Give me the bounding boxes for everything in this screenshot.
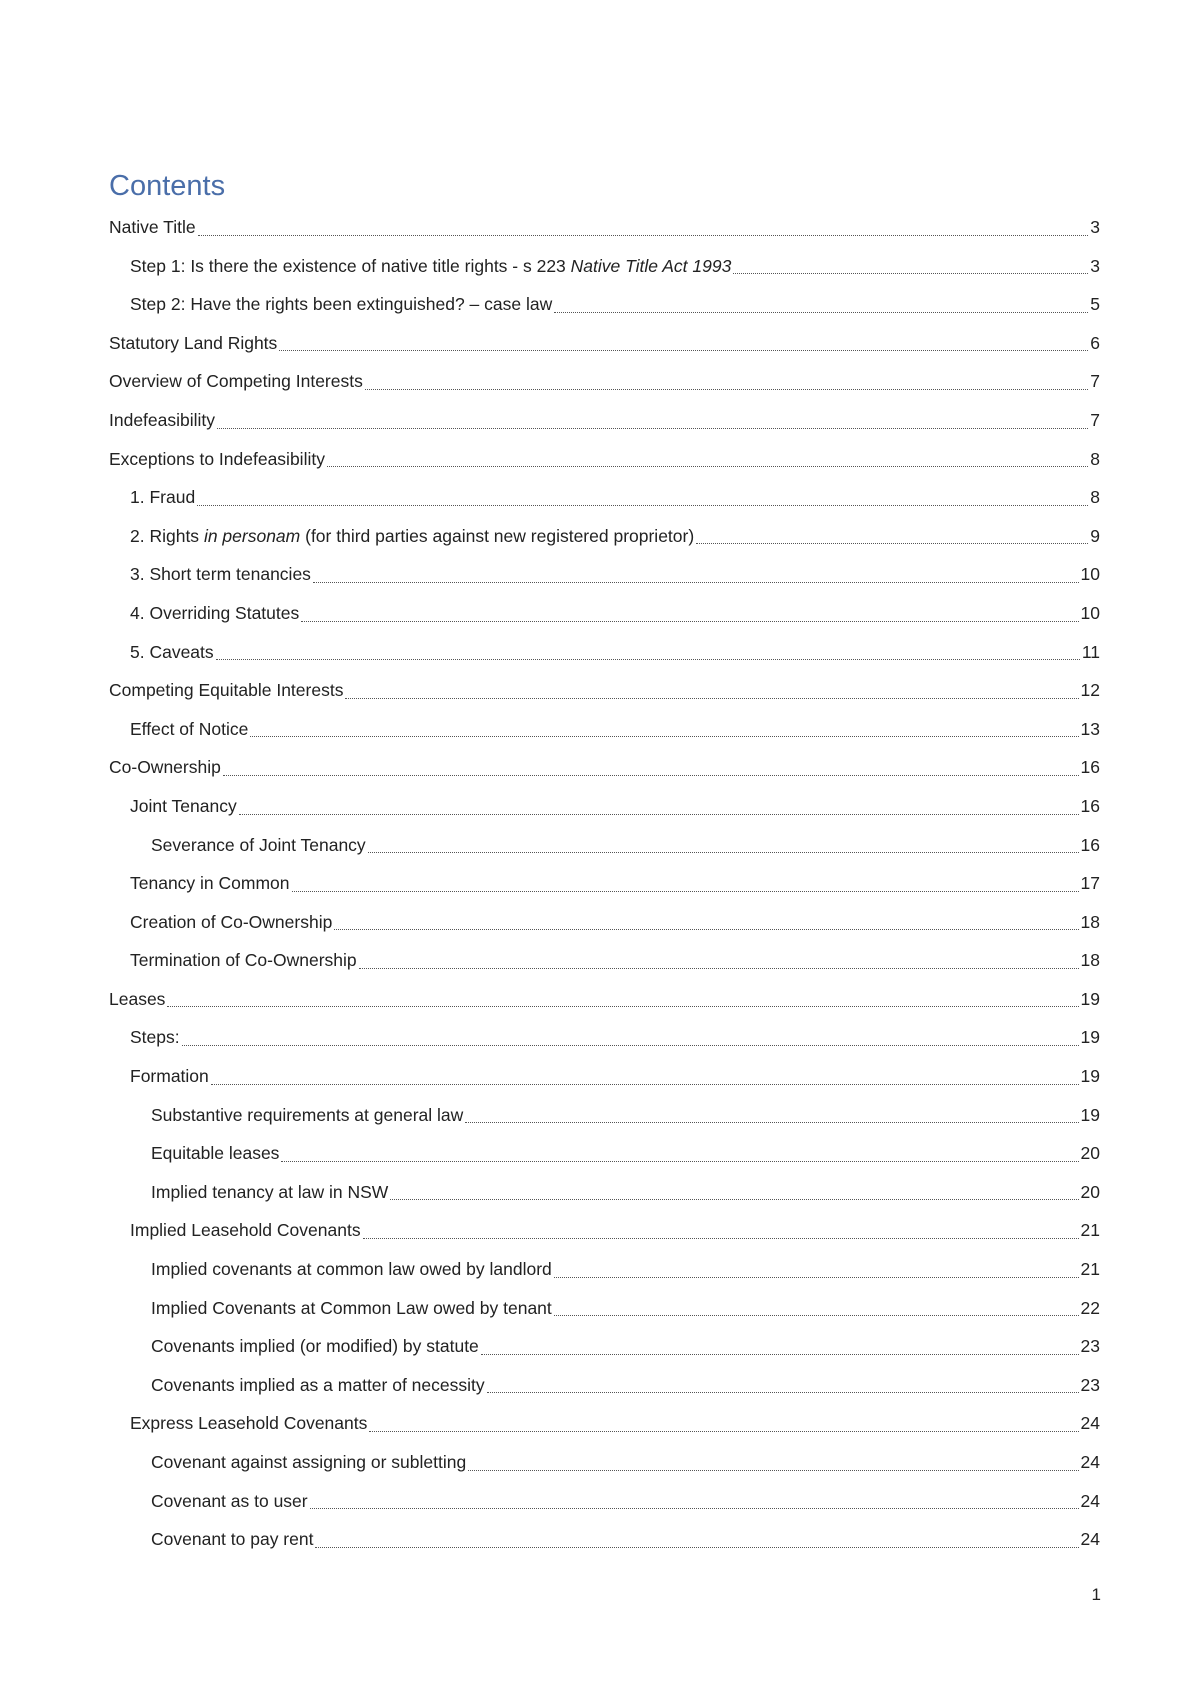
toc-entry[interactable] (109, 594, 1100, 633)
toc-entry-label-text: Covenants implied (or modified) by statute (151, 1336, 479, 1357)
toc-dot-leader (211, 1084, 1079, 1085)
toc-entry-label (109, 324, 277, 363)
toc-entry-label (130, 1404, 367, 1443)
toc-dot-leader (468, 1470, 1078, 1471)
toc-entry[interactable] (109, 826, 1100, 865)
toc-dot-leader (167, 1006, 1078, 1007)
toc-entry-label-text: Covenant to pay rent (151, 1529, 314, 1550)
toc-entry[interactable] (109, 440, 1100, 479)
toc-dot-leader (487, 1392, 1079, 1393)
toc-entry-page: 17 (1080, 873, 1100, 894)
toc-entry-label-text: Tenancy in Common (130, 873, 290, 894)
toc-entry-label (109, 671, 343, 710)
toc-dot-leader (279, 350, 1088, 351)
toc-entry-page: 16 (1080, 795, 1100, 816)
toc-entry[interactable] (109, 787, 1100, 826)
toc-entry-page: 11 (1081, 641, 1100, 662)
toc-entry-page: 19 (1080, 1066, 1100, 1087)
toc-dot-leader (368, 852, 1079, 853)
toc-entry-page: 12 (1080, 680, 1100, 701)
toc-dot-leader (223, 775, 1079, 776)
toc-entry[interactable] (109, 1096, 1100, 1135)
toc-entry[interactable] (109, 980, 1100, 1019)
toc-entry[interactable] (109, 247, 1100, 286)
toc-entry-page: 10 (1080, 564, 1100, 585)
toc-entry-label-text: Statutory Land Rights (109, 332, 278, 353)
toc-entry-label-text: (for third parties against new registered proprietor) (300, 525, 695, 546)
toc-entry[interactable] (109, 710, 1100, 749)
toc-entry-label-text: Covenant as to user (151, 1490, 308, 1511)
toc-dot-leader (554, 312, 1088, 313)
toc-entry[interactable] (109, 748, 1100, 787)
toc-dot-leader (363, 1238, 1079, 1239)
toc-entry-label-text: Termination of Co-Ownership (130, 950, 357, 971)
toc-entry-label-text: Implied Leasehold Covenants (130, 1220, 361, 1241)
toc-entry[interactable] (109, 1404, 1100, 1443)
toc-entry[interactable] (109, 1057, 1100, 1096)
toc-entry-label (151, 1482, 308, 1521)
toc-entry[interactable] (109, 1520, 1100, 1559)
toc-entry-label-text: Severance of Joint Tenancy (151, 834, 366, 855)
toc-dot-leader (239, 814, 1079, 815)
toc-entry-label (151, 1520, 313, 1559)
toc-entry-label-text: Covenants implied as a matter of necessity (151, 1374, 485, 1395)
toc-entry-label-text: 2. Rights (130, 525, 204, 546)
toc-dot-leader (465, 1122, 1078, 1123)
toc-entry-label-text: Substantive requirements at general law (151, 1104, 464, 1125)
page-number: 1 (1091, 1585, 1101, 1604)
toc-dot-leader (369, 1431, 1078, 1432)
toc-entry-page: 24 (1080, 1529, 1100, 1550)
toc-entry-label-text: Equitable leases (151, 1143, 280, 1164)
toc-dot-leader (182, 1045, 1079, 1046)
toc-dot-leader (250, 736, 1078, 737)
toc-entry-label-italic: in personam (203, 525, 301, 546)
toc-entry-page: 3 (1090, 217, 1100, 237)
toc-entry[interactable] (109, 1018, 1100, 1057)
toc-entry[interactable] (109, 517, 1100, 556)
toc-entry-label (130, 555, 311, 594)
toc-entry[interactable] (109, 478, 1100, 517)
toc-dot-leader (315, 1547, 1078, 1548)
toc-entry[interactable] (109, 1327, 1100, 1366)
toc-entry[interactable] (109, 1211, 1100, 1250)
toc-entry-label (130, 710, 248, 749)
toc-entry-label-text: Exceptions to Indefeasibility (109, 448, 325, 469)
toc-dot-leader (733, 273, 1088, 274)
toc-entry-page: 24 (1080, 1452, 1100, 1472)
toc-entry-label-text: Step 2: Have the rights been extinguished? – case law (130, 294, 553, 315)
toc-entry-label (130, 903, 332, 942)
toc-entry-label-text: Leases (109, 988, 166, 1009)
toc-dot-leader (216, 659, 1080, 660)
toc-entry-label (130, 864, 290, 903)
toc-entry-label-text: Formation (130, 1066, 209, 1087)
toc-entry[interactable] (109, 1289, 1100, 1328)
toc-entry-page: 24 (1080, 1413, 1100, 1434)
toc-entry-label (109, 362, 363, 401)
toc-entry-label (151, 826, 366, 865)
toc-entry[interactable] (109, 324, 1100, 363)
toc-entry[interactable] (109, 401, 1100, 440)
toc-entry-label-text: 1. Fraud (130, 487, 196, 508)
toc-entry-label (130, 941, 357, 980)
toc-entry-label-text: Express Leasehold Covenants (130, 1413, 368, 1434)
toc-entry-label (151, 1134, 279, 1173)
toc-entry-page: 7 (1090, 371, 1100, 392)
toc-entry-page: 13 (1080, 718, 1100, 739)
toc-entry-label-text: Indefeasibility (109, 409, 216, 430)
toc-entry-page: 23 (1080, 1374, 1100, 1395)
toc-entry-label (130, 247, 731, 286)
toc-entry-page: 24 (1080, 1490, 1100, 1511)
toc-heading: Contents (109, 170, 226, 202)
toc-dot-leader (198, 235, 1089, 236)
toc-entry-label (130, 1057, 209, 1096)
toc-entry[interactable] (109, 362, 1100, 401)
toc-entry[interactable] (109, 555, 1100, 594)
toc-entry-page: 8 (1090, 487, 1100, 508)
toc-entry-page: 7 (1090, 409, 1100, 430)
toc-entry-label-text: 3. Short term tenancies (130, 564, 311, 585)
toc-entry-label (130, 517, 694, 556)
toc-entry[interactable] (109, 208, 1100, 247)
toc-entry-page: 21 (1080, 1259, 1100, 1280)
toc-entry-label-text: Steps: (130, 1027, 180, 1048)
toc-entry-page: 3 (1090, 255, 1100, 276)
toc-dot-leader (281, 1161, 1078, 1162)
toc-entry-label-text: 4. Overriding Statutes (130, 602, 300, 623)
toc-entry-label-text: Native Title (109, 217, 196, 237)
toc-entry-page: 8 (1090, 448, 1100, 469)
toc-dot-leader (390, 1199, 1078, 1200)
toc-entry-label-text: Effect of Notice (130, 718, 249, 739)
toc-entry-page: 18 (1080, 911, 1100, 932)
toc-entry-label (151, 1289, 552, 1328)
toc-entry-label (109, 401, 215, 440)
toc-entry-label (151, 1366, 485, 1405)
toc-entry-label-text: Competing Equitable Interests (109, 680, 344, 701)
toc-dot-leader (365, 389, 1088, 390)
toc-entry-label (151, 1096, 463, 1135)
toc-entry-page: 9 (1090, 525, 1100, 546)
toc-dot-leader (292, 891, 1079, 892)
toc-entry-label-text: Joint Tenancy (130, 795, 237, 816)
toc-entry-label-text: Creation of Co-Ownership (130, 911, 333, 932)
toc-entry-label (130, 478, 195, 517)
toc-entry-page: 16 (1080, 834, 1100, 855)
toc-entry[interactable] (109, 1173, 1100, 1212)
toc-entry-label (130, 787, 237, 826)
toc-entry-label-text: Step 1: Is there the existence of native title rights - s 223 (130, 255, 571, 276)
table-of-contents (109, 208, 1100, 1559)
toc-entry[interactable] (109, 864, 1100, 903)
toc-entry-page: 21 (1080, 1220, 1100, 1241)
toc-dot-leader (334, 929, 1078, 930)
toc-entry-label (130, 633, 214, 672)
toc-entry[interactable] (109, 941, 1100, 980)
toc-entry-label (130, 285, 552, 324)
toc-dot-leader (481, 1354, 1079, 1355)
toc-entry-label (130, 1211, 361, 1250)
toc-entry[interactable] (109, 1443, 1100, 1482)
toc-entry-page: 22 (1080, 1297, 1100, 1318)
toc-entry-label-text: Co-Ownership (109, 757, 221, 778)
toc-entry-label (109, 980, 165, 1019)
toc-dot-leader (301, 621, 1078, 622)
toc-dot-leader (327, 466, 1088, 467)
toc-entry-label-text: Implied covenants at common law owed by landlord (151, 1259, 552, 1280)
toc-entry[interactable] (109, 1134, 1100, 1173)
toc-entry[interactable] (109, 1366, 1100, 1405)
toc-entry-page: 18 (1080, 950, 1100, 971)
toc-entry[interactable] (109, 1250, 1100, 1289)
toc-entry-label (151, 1250, 552, 1289)
toc-dot-leader (310, 1508, 1079, 1509)
toc-entry-label (151, 1173, 388, 1212)
toc-entry[interactable] (109, 1482, 1100, 1521)
toc-entry-label-text: Overview of Competing Interests (109, 371, 363, 392)
toc-dot-leader (313, 582, 1079, 583)
toc-entry-page: 19 (1080, 988, 1100, 1009)
toc-entry-label-text: Covenant against assigning or subletting (151, 1452, 467, 1472)
toc-entry-page: 23 (1080, 1336, 1100, 1357)
toc-dot-leader (217, 428, 1088, 429)
toc-entry-page: 19 (1080, 1027, 1100, 1048)
toc-entry[interactable] (109, 671, 1100, 710)
toc-entry-label (151, 1327, 479, 1366)
toc-entry-label (109, 208, 196, 247)
toc-entry-label (109, 748, 221, 787)
toc-dot-leader (359, 968, 1079, 969)
toc-entry-label (130, 1018, 180, 1057)
toc-entry-page: 19 (1080, 1104, 1100, 1125)
toc-entry-label-text: Implied tenancy at law in NSW (151, 1181, 389, 1202)
toc-entry-label (151, 1443, 466, 1482)
toc-entry[interactable] (109, 903, 1100, 942)
toc-dot-leader (696, 543, 1088, 544)
toc-entry-label (130, 594, 299, 633)
toc-entry-page: 10 (1080, 602, 1100, 623)
toc-entry-page: 20 (1080, 1143, 1100, 1164)
toc-entry-label-italic: Native Title Act 1993 (570, 255, 732, 276)
toc-entry-label-text: 5. Caveats (130, 641, 214, 662)
toc-entry-label-text: Implied Covenants at Common Law owed by tenant (151, 1297, 552, 1318)
toc-dot-leader (554, 1315, 1079, 1316)
toc-entry-page: 6 (1090, 332, 1100, 353)
toc-entry[interactable] (109, 285, 1100, 324)
toc-entry-page: 20 (1080, 1181, 1100, 1202)
toc-dot-leader (554, 1277, 1079, 1278)
toc-entry-label (109, 440, 325, 479)
toc-entry-page: 16 (1080, 757, 1100, 778)
toc-entry[interactable] (109, 633, 1100, 672)
toc-dot-leader (345, 698, 1078, 699)
toc-dot-leader (197, 505, 1088, 506)
toc-entry-page: 5 (1090, 294, 1100, 315)
